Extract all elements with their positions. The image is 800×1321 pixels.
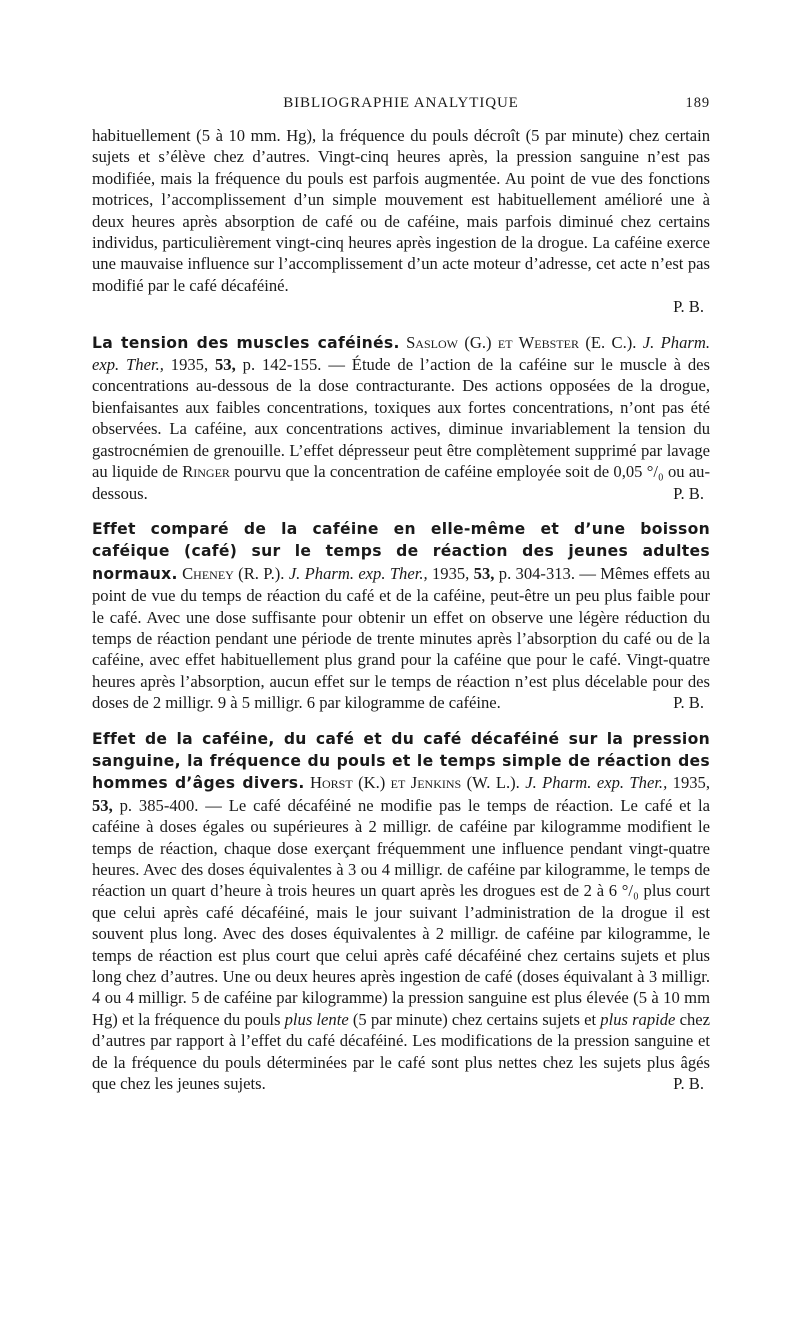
entry-signature: P. B. [673,1074,704,1094]
entry-journal: J. Pharm. exp. Ther., [92,332,710,375]
entry-year: 1935, [431,563,470,583]
entry-volume: 53, [473,563,495,583]
entry-body: — Étude de l’action de la caféine sur le muscle à des concentrations au-dessous de la dose contracturante. Des actions opposées de la drogue, bienfaisantes aux faibles concentrations, toxiques aux fortes concentrations, n’ont pas été observées. La caféine, aux concentrations actives, diminue invariablement la tension du gastrocnémien de grenouille. L’effet dépresseur peut être complètement supprimé par lavage au liquide de [92,355,710,482]
entry-body: — Le café décaféiné ne modifie pas le temps de réaction. Le café et la caféine à doses égales ou supérieures à 2 milligr. de caféine par kilogramme modifient le temps de réaction, chaque dose exerçant fréquemment une influence pendant vingt-quatre heures. Avec des doses équivalentes à 3 ou 4 milligr. de caféine par kilogramme, le temps de réaction un quart d’heure à trois heures un quart après les drogues est de 2 à 6 °/₀ plus court que celui après café décaféiné, mais le jour suivant l’administration de la drogue il est souvent plus long. Avec des doses équivalentes à 2 milligr. de caféine par kilogramme, le temps de réaction est plus court que celui après café décaféiné chez certains sujets et plus long chez d’autres. Une ou deux heures après ingestion de café (doses équivalant à 3 milligr. 4 ou 4 milligr. 5 de caféine par kilogramme) la pression sanguine est plus élevée (5 à 10 mm Hg) et la fréquence du pouls [92,795,710,1029]
entry-body-2: (5 par minute) chez certains sujets et [352,1009,597,1029]
entry-tension-muscles [92,332,710,504]
entry-pages: p. 304-313. [498,563,576,583]
running-title: BIBLIOGRAPHIE ANALYTIQUE [283,95,519,111]
entry-italic-rapide: plus rapide [600,1009,676,1029]
running-header [92,93,710,115]
entry-pages: p. 385-400. [119,795,199,815]
entry-title: Effet de la caféine, du café et du café décaféiné sur la pression sanguine, la fréquence du pouls et le temps simple de réaction des hommes d’âges divers. [92,729,710,793]
page [92,93,710,1108]
entry-body-2: pourvu que la concentration de caféine employée soit de 0,05 °/₀ ou au-dessous. [92,462,711,503]
entry-authors: Saslow (G.) et Webster (E. C.). [406,332,637,352]
entry-authors: Horst (K.) et Jenkins (W. L.). [310,773,520,793]
entry-pages: p. 142-155. [242,355,322,375]
entry-continuation [92,125,710,318]
entry-title: Effet comparé de la caféine en elle-même et d’une boisson caféique (café) sur le temps de réaction des jeunes adultes normaux. [92,519,710,583]
entry-ringer: Ringer [182,462,230,482]
entry-signature: P. B. [673,693,704,713]
entry-italic-lente: plus lente [284,1009,349,1029]
entry-effet-cafeine-pression [92,728,710,1095]
entry-body-3: chez d’autres par rapport à l’effet du café décaféiné. Les modifications de la pression sanguine et de la fréquence du pouls déterminées par le café sont plus nettes chez les sujets plus âgés que chez les jeunes sujets. [92,1009,710,1094]
entry-journal: J. Pharm. exp. Ther., [288,563,428,583]
entry-signature: P. B. [673,297,704,317]
entry-journal: J. Pharm. exp. Ther., [525,773,668,793]
entry-volume: 53, [92,795,113,815]
entry-signature: P. B. [673,483,704,503]
entry-body: habituellement (5 à 10 mm. Hg), la fréquence du pouls décroît (5 par minute) chez certain sujets et s’élève chez d’autres. Vingt-cinq heures après, la pression sanguine n’est pas modifiée, mais la fréquence du pouls est parfois augmentée. Au point de vue des fonctions motrices, l’accomplissement d’un simple mouvement est habituellement amélioré une à deux heures après absorption de café ou de caféine, mais parfois diminué chez certains individus, particulièrement vingt-cinq heures après ingestion de la drogue. La caféine exerce une mauvaise influence sur l’accomplissement d’un acte moteur d’adresse, cet acte n’est pas modifié par le café décaféiné. [92,126,710,295]
entry-body: — Mêmes effets au point de vue du temps de réaction du café et de la caféine, peut-être un peu plus faible pour le café. Avec une dose suffisante pour obtenir un effet on observe une légère réduction du temps de réaction pendant une période de trente minutes après l’absorption du café ou de la caféine, avec effet habituellement plus grand pour la caféine que pour le café. Vingt-quatre heures après l’absorption, aucun effet sur le temps de réaction n’est plus décelable pour des doses de 2 milligr. 9 à 5 milligr. 6 par kilogramme de caféine. [92,563,711,713]
entry-title: La tension des muscles caféinés. [92,333,400,352]
entry-year: 1935, [170,355,209,375]
entry-year: 1935, [672,773,710,793]
entry-effet-compare [92,518,710,714]
entry-volume: 53, [215,355,236,375]
entry-authors: Cheney (R. P.). [182,563,285,583]
page-number: 189 [685,95,710,111]
